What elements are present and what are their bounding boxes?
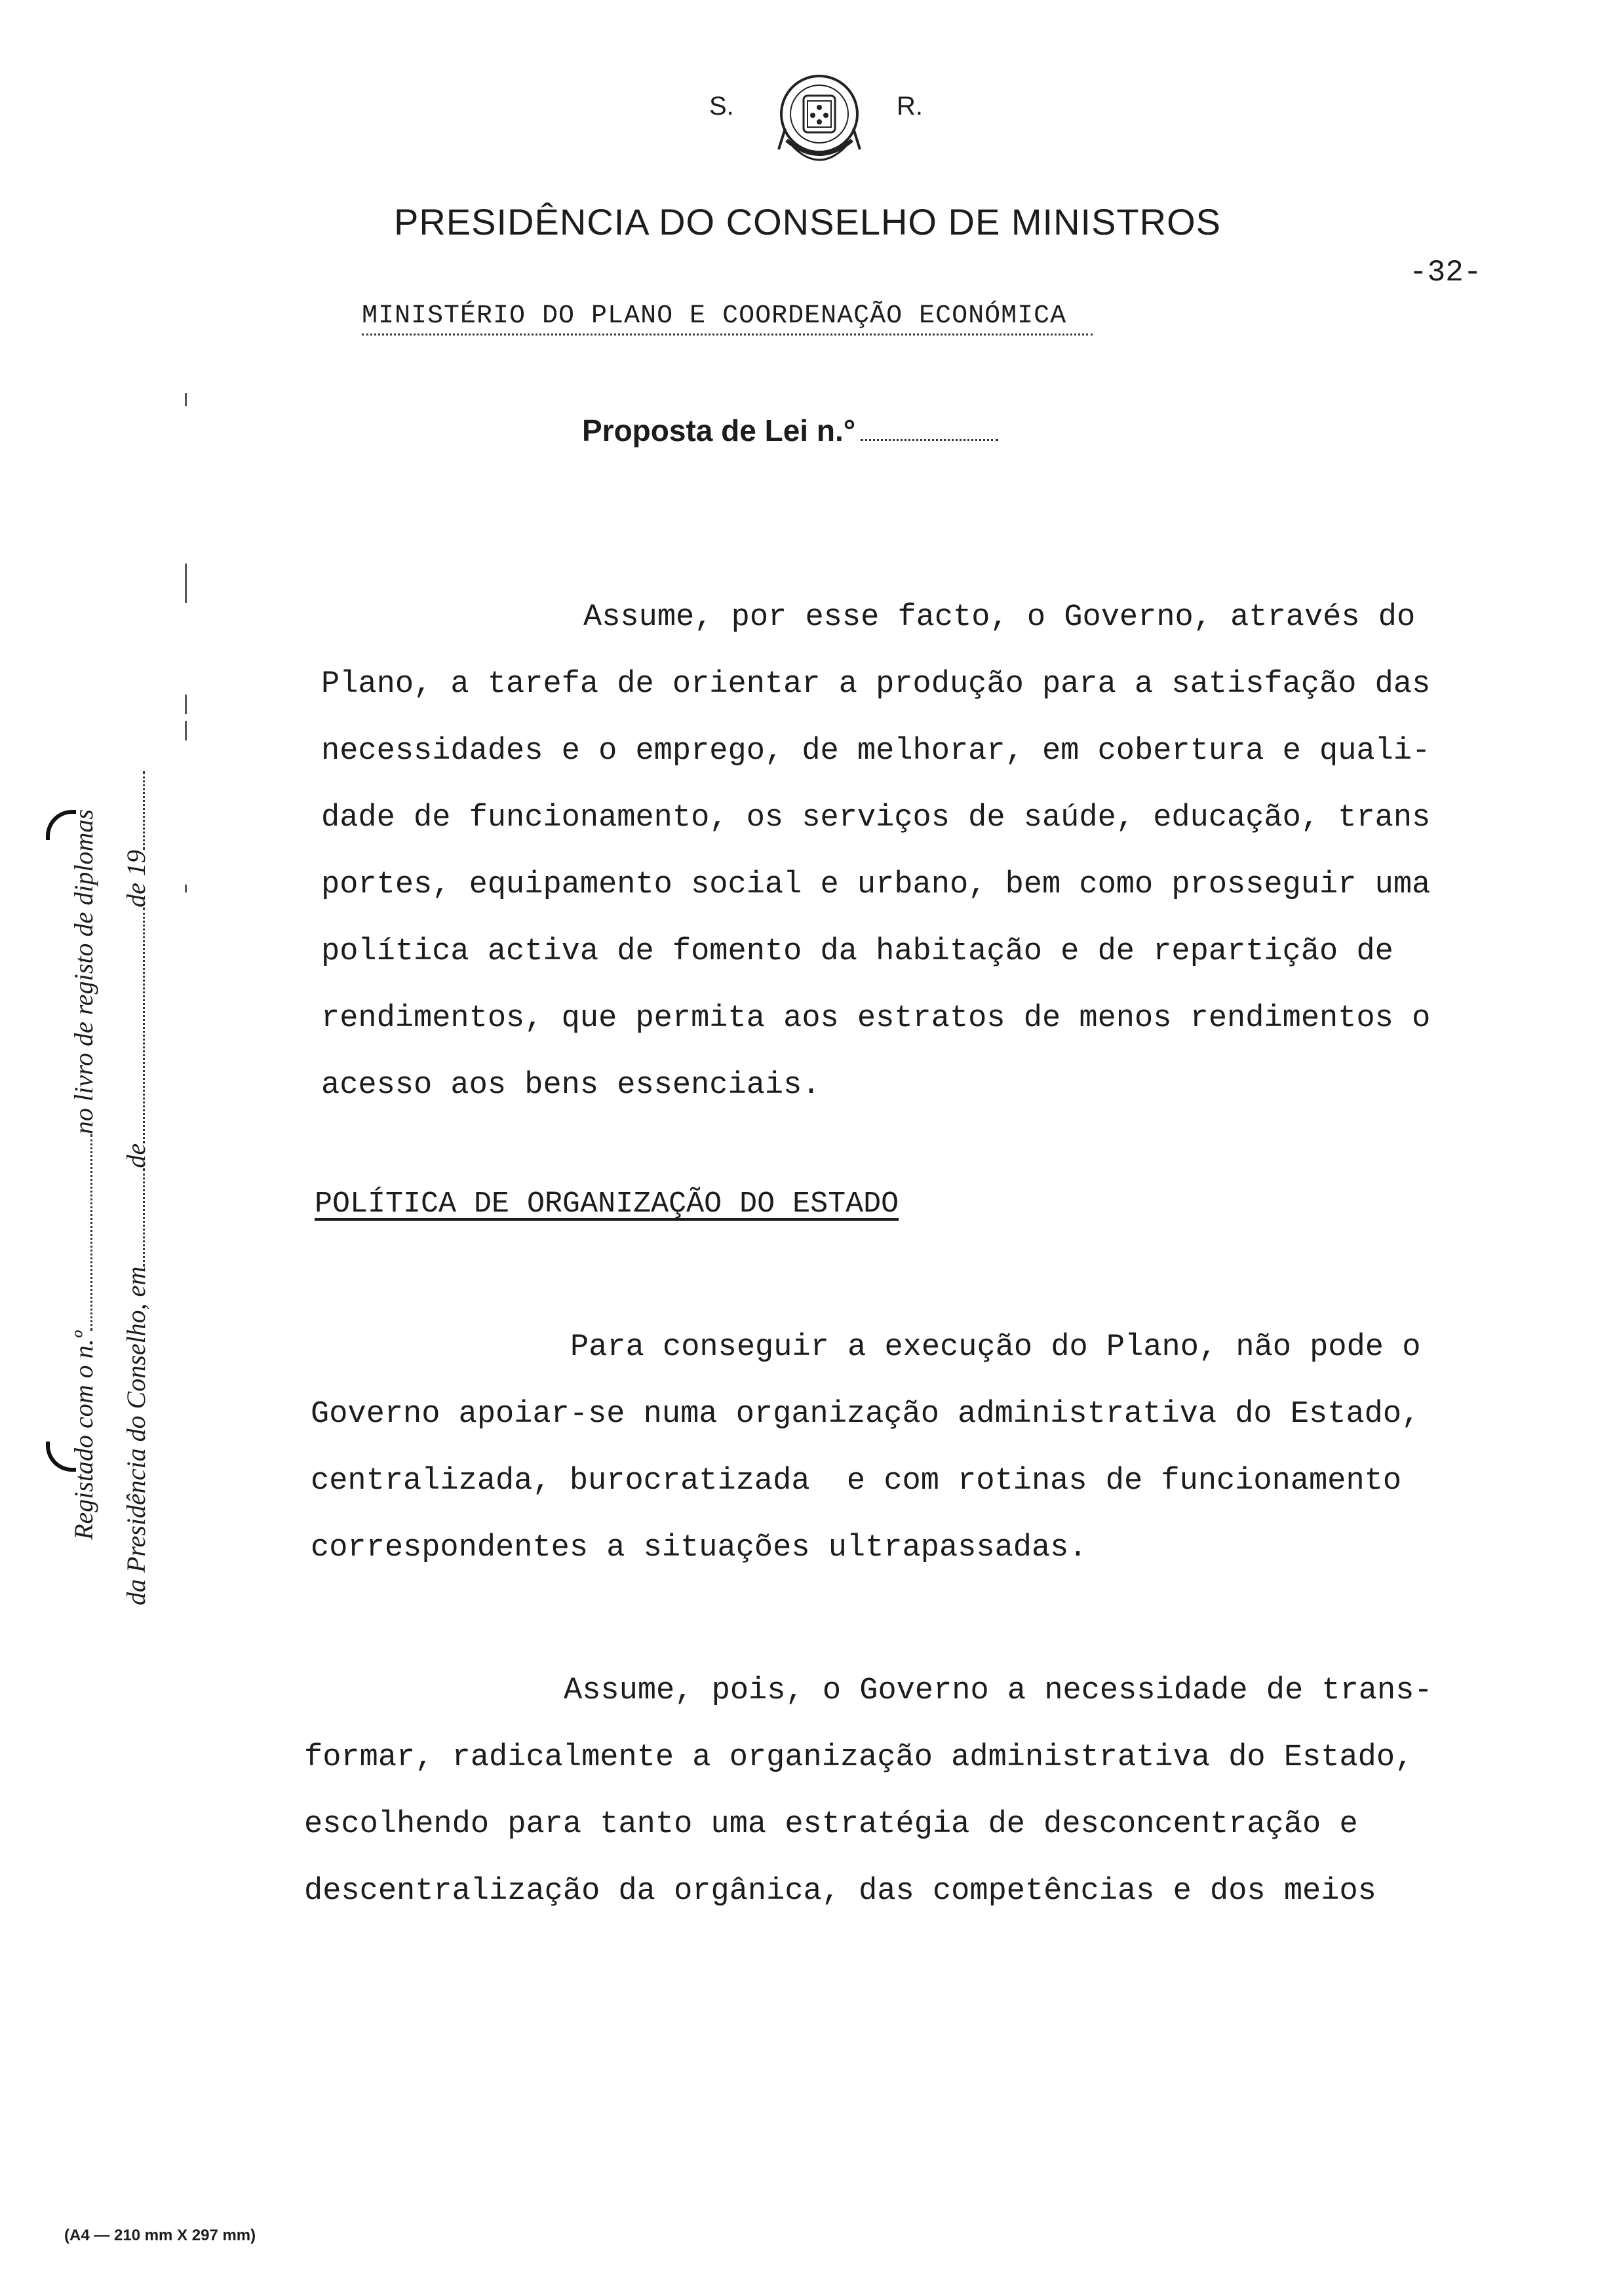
registration-label: Registado com o n.º <box>69 1330 98 1540</box>
registration-month-field <box>121 908 145 1143</box>
paper-format-label: (A4 — 210 mm X 297 mm) <box>64 2227 256 2244</box>
registration-de-label: de <box>121 1143 151 1168</box>
text-line: formar, radicalmente a organização administrativa do Estado, <box>304 1740 1414 1775</box>
text-line: Para conseguir a execução do Plano, não pode o <box>570 1330 1421 1365</box>
proposta-de-lei-label <box>582 413 998 448</box>
text-line: Plano, a tarefa de orientar a produção para a satisfação das <box>321 667 1431 702</box>
registration-line-2 <box>121 771 151 1605</box>
text-line: descentralização da orgânica, das competências e dos meios <box>304 1874 1376 1909</box>
sr-left-label: S. <box>709 92 734 121</box>
section-heading: POLÍTICA DE ORGANIZAÇÃO DO ESTADO <box>315 1187 899 1221</box>
binding-mark <box>185 393 187 406</box>
text-line: acesso aos bens essenciais. <box>321 1068 821 1103</box>
proposta-number-field <box>861 414 998 441</box>
text-line: rendimentos, que permita aos estratos de menos rendimentos o <box>321 1001 1431 1036</box>
binding-mark <box>185 721 187 740</box>
text-line: política activa de fomento da habitação e de repartição de <box>321 934 1393 969</box>
text-line: Governo apoiar-se numa organização administrativa do Estado, <box>311 1397 1420 1432</box>
portuguese-republic-coat-of-arms-icon <box>760 63 878 181</box>
page-number: -32- <box>1409 256 1482 290</box>
registration-line-1 <box>68 809 99 1540</box>
text-line: necessidades e o emprego, de melhorar, em cobertura e quali- <box>321 734 1431 769</box>
text-line: portes, equipamento social e urbano, bem como prosseguir uma <box>321 868 1431 902</box>
text-line: centralizada, burocratizada e com rotinas de funcionamento <box>311 1464 1402 1499</box>
text-line: correspondentes a situações ultrapassadas. <box>311 1531 1087 1565</box>
binding-mark <box>185 885 187 892</box>
text-line: Assume, por esse facto, o Governo, através do <box>583 600 1416 635</box>
presidency-title: PRESIDÊNCIA DO CONSELHO DE MINISTROS <box>394 201 1221 242</box>
registration-day-field <box>121 1168 145 1267</box>
text-line: Assume, pois, o Governo a necessidade de trans- <box>564 1674 1433 1708</box>
binding-mark <box>185 695 187 714</box>
registration-year-field <box>121 771 145 850</box>
registration-year-label: de 19 <box>121 850 151 908</box>
registration-number-field <box>68 1134 92 1331</box>
registration-date-label: da Presidência do Conselho, em <box>121 1266 151 1605</box>
registration-book-label: no livro de registo de diplomas <box>69 809 98 1134</box>
proposta-text: Proposta de Lei n.° <box>582 413 856 448</box>
binding-mark <box>185 564 187 603</box>
ministry-title: MINISTÉRIO DO PLANO E COORDENAÇÃO ECONÓMICA <box>362 301 1093 335</box>
text-line: dade de funcionamento, os serviços de saúde, educação, trans <box>321 801 1431 835</box>
text-line: escolhendo para tanto uma estratégia de desconcentração e <box>304 1807 1358 1842</box>
sr-right-label: R. <box>897 92 923 121</box>
